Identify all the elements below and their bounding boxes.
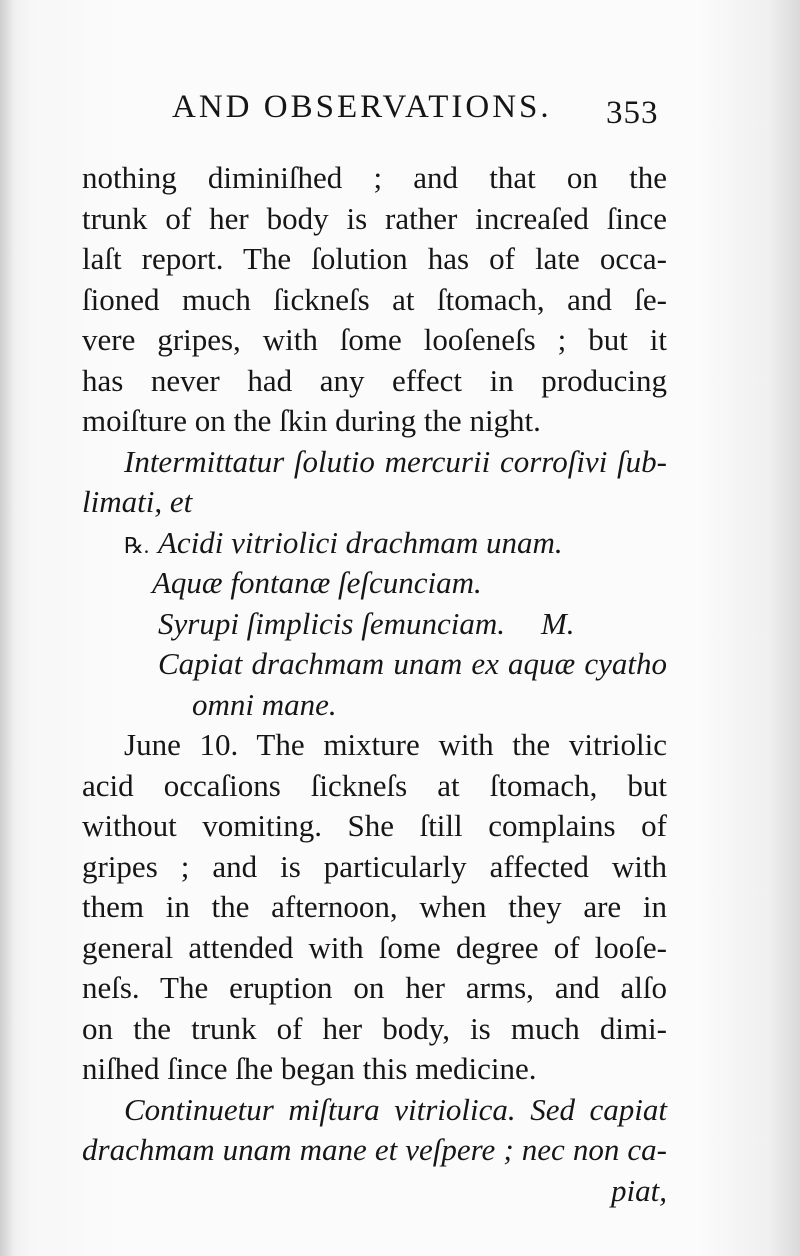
text-line: nothing diminiſhed ; and that on the	[82, 160, 667, 195]
text-line: general attended with ſome degree of looſe-	[82, 929, 667, 965]
page-edge-shadow	[0, 0, 14, 1256]
text-line: them in the afternoon, when they are in	[82, 889, 667, 924]
page-number: 353	[606, 95, 659, 131]
page-header	[0, 82, 800, 132]
text-line: laſt report. The ſolution has of late occa-	[82, 241, 667, 276]
text-line: acid occaſions ſickneſs at ſtomach, but	[82, 767, 667, 803]
prescription-line: limati, et	[82, 484, 193, 519]
text-line: has never had any effect in producing	[82, 362, 667, 398]
ingredient-line: Syrupi ſimplicis ſemunciam.	[158, 605, 505, 641]
text-line: neſs. The eruption on her arms, and alſo	[82, 970, 667, 1005]
rx-symbol: ℞.	[124, 532, 150, 558]
misce-mark: M.	[540, 605, 575, 641]
ingredient-line: Acidi vitriolici drachmam unam.	[158, 524, 563, 560]
text-line: ſioned much ſickneſs at ſtomach, and ſe-	[82, 281, 667, 317]
paragraph-one	[82, 158, 667, 442]
syrup-line	[82, 604, 667, 645]
text-line: moiſture on the ſkin during the night.	[82, 403, 541, 438]
rx-line	[82, 523, 667, 564]
prescription-line: Continuetur miſtura vitriolica. Sed capiat	[124, 1091, 667, 1127]
dosage-line: omni mane.	[192, 686, 337, 722]
text-line: niſhed ſince ſhe began this medicine.	[82, 1051, 537, 1086]
prescription-line: drachmam unam mane et veſpere ; nec non ca-	[82, 1132, 667, 1167]
text-line: without vomiting. She ſtill complains of	[82, 808, 667, 843]
prescription-line: Intermittatur ſolutio mercurii corroſivi ſub-	[124, 443, 667, 479]
running-title: AND OBSERVATIONS.	[172, 89, 552, 125]
text-line: June 10. The mixture with the vitriolic	[124, 727, 667, 762]
paragraph-two	[82, 725, 667, 1090]
prescription-one	[82, 442, 667, 726]
text-line: vere gripes, with ſome looſeneſs ; but it	[82, 322, 667, 357]
text-line: trunk of her body is rather increaſed ſince	[82, 200, 667, 236]
text-line: gripes ; and is particularly affected with	[82, 848, 667, 884]
prescription-line: piat,	[611, 1172, 667, 1208]
prescription-two	[82, 1090, 667, 1212]
text-line: on the trunk of her body, is much dimi-	[82, 1010, 667, 1046]
page-body	[82, 158, 667, 1211]
dosage-line: Capiat drachmam unam ex aquæ cyatho	[158, 646, 667, 681]
ingredient-line: Aquæ fontanæ ſeſcunciam.	[152, 565, 482, 600]
